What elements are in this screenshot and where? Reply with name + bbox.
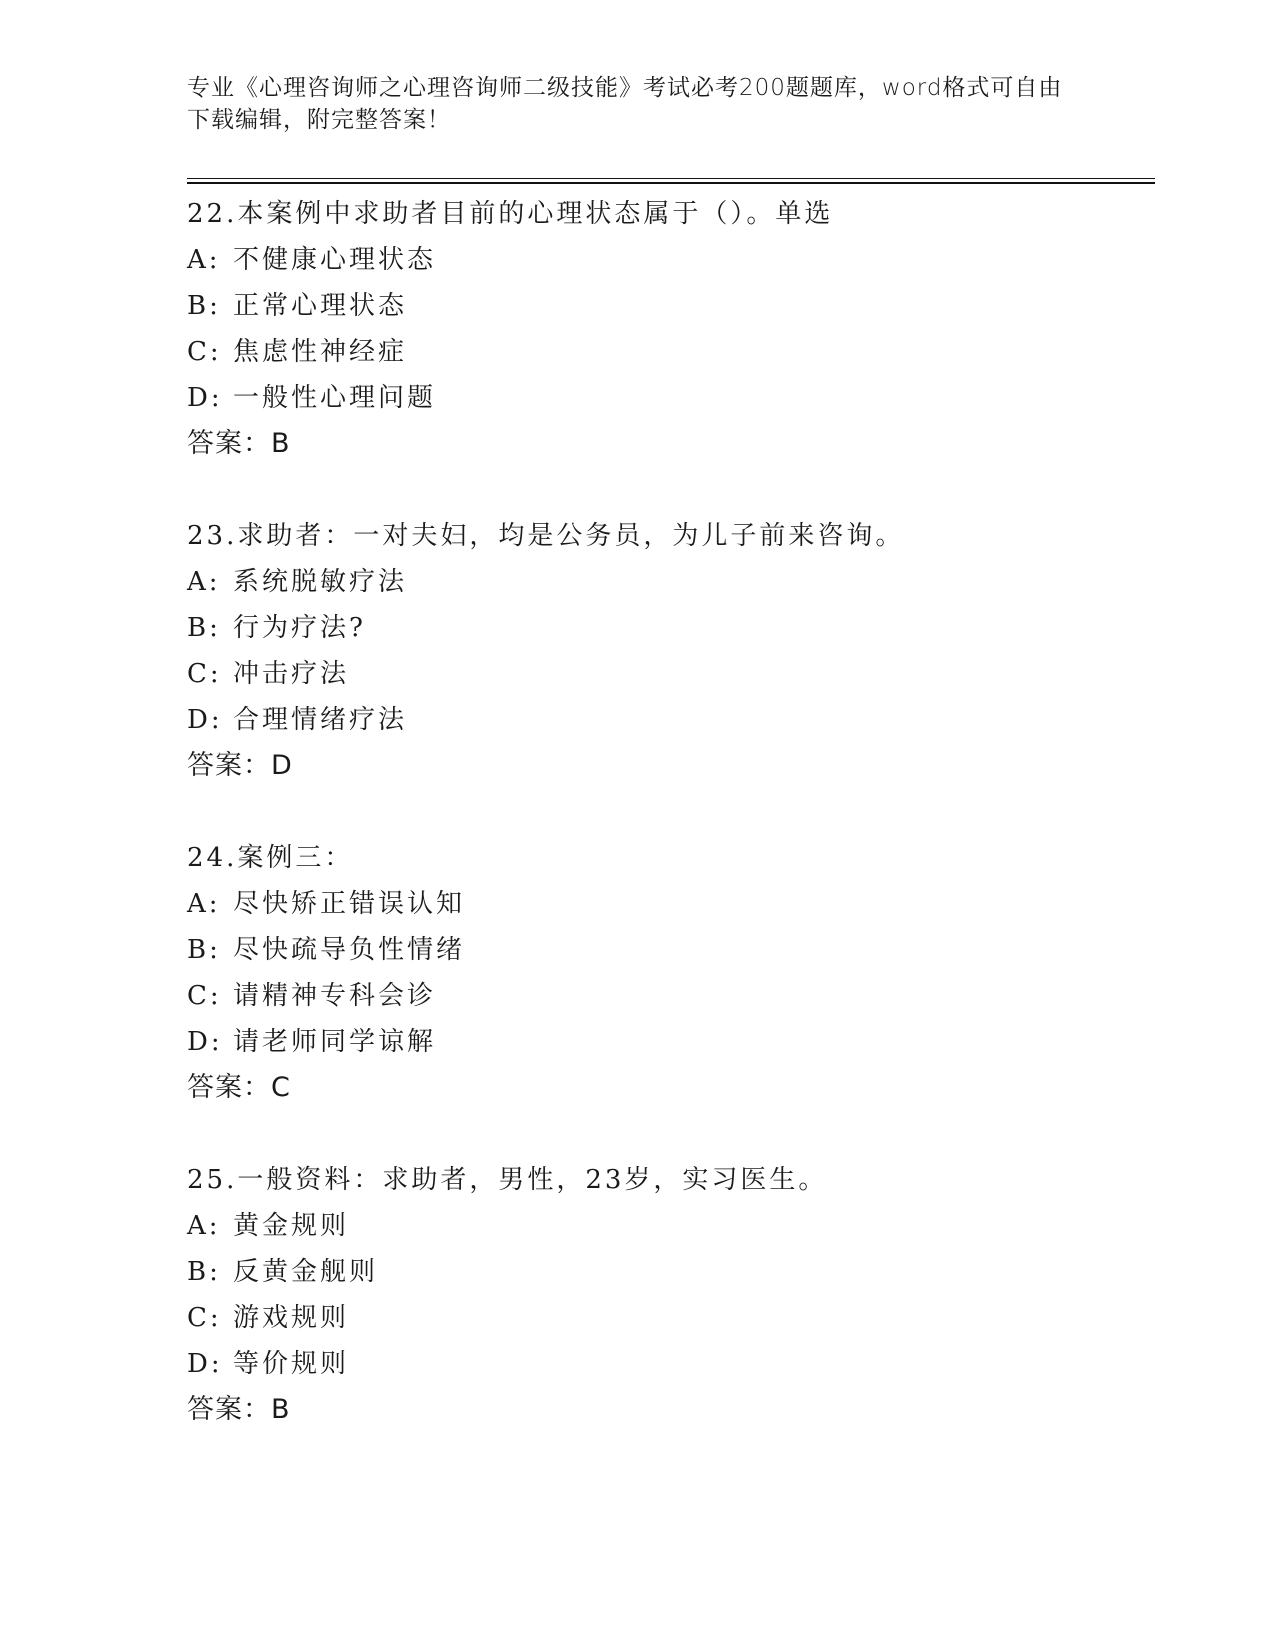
answer-label: 答案： — [187, 1072, 271, 1103]
option-letter: D: — [187, 383, 223, 413]
option-d — [187, 375, 1155, 421]
option-letter: B: — [187, 613, 221, 643]
answer-value: D — [271, 750, 293, 781]
option-text: 行为疗法? — [233, 613, 366, 643]
option-text: 等价规则 — [233, 1349, 350, 1379]
option-text: 黄金规则 — [233, 1211, 350, 1241]
option-letter: D: — [187, 1349, 223, 1379]
option-a — [187, 237, 1155, 283]
option-text: 系统脱敏疗法 — [233, 567, 408, 597]
question-24 — [187, 835, 1155, 1111]
answer-label: 答案： — [187, 750, 271, 781]
option-text: 焦虑性神经症 — [233, 337, 408, 367]
option-a — [187, 1203, 1155, 1249]
option-a — [187, 881, 1155, 927]
answer-value: B — [271, 1394, 291, 1425]
option-c — [187, 329, 1155, 375]
option-text: 反黄金舰则 — [233, 1257, 379, 1287]
option-text: 尽快疏导负性情绪 — [233, 935, 466, 965]
question-23 — [187, 513, 1155, 789]
option-b — [187, 283, 1155, 329]
option-b — [187, 1249, 1155, 1295]
option-b — [187, 605, 1155, 651]
option-letter: C: — [187, 659, 222, 689]
answer-line — [187, 1065, 1155, 1111]
answer-label: 答案： — [187, 1394, 271, 1425]
option-letter: C: — [187, 337, 222, 367]
option-letter: A: — [187, 245, 221, 275]
option-a — [187, 559, 1155, 605]
option-text: 合理情绪疗法 — [233, 705, 408, 735]
option-c — [187, 1295, 1155, 1341]
option-text: 请老师同学谅解 — [233, 1027, 437, 1057]
option-text: 请精神专科会诊 — [233, 981, 437, 1011]
answer-value: C — [271, 1072, 291, 1103]
option-letter: C: — [187, 981, 222, 1011]
answer-label: 答案： — [187, 428, 271, 459]
question-stem: 24.案例三： — [187, 843, 354, 873]
answer-line — [187, 1387, 1155, 1433]
option-d — [187, 1019, 1155, 1065]
option-letter: B: — [187, 935, 221, 965]
answer-value: B — [271, 428, 291, 459]
option-letter: C: — [187, 1303, 222, 1333]
header-divider-thick — [187, 182, 1155, 184]
option-d — [187, 1341, 1155, 1387]
option-letter: D: — [187, 1027, 223, 1057]
document-header: 专业《心理咨询师之心理咨询师二级技能》考试必考200题题库，word格式可自由下载编辑，附完整答案！ — [187, 75, 1063, 133]
option-letter: D: — [187, 705, 223, 735]
question-stem: 23.求助者：一对夫妇，均是公务员，为儿子前来咨询。 — [187, 521, 905, 551]
question-25 — [187, 1157, 1155, 1433]
option-text: 游戏规则 — [233, 1303, 350, 1333]
option-c — [187, 973, 1155, 1019]
header-divider-thin — [187, 178, 1155, 179]
option-letter: B: — [187, 291, 221, 321]
option-text: 正常心理状态 — [233, 291, 408, 321]
option-text: 一般性心理问题 — [233, 383, 437, 413]
option-letter: A: — [187, 567, 221, 597]
question-stem: 22.本案例中求助者目前的心理状态属于（）。单选 — [187, 199, 834, 229]
option-text: 尽快矫正错误认知 — [233, 889, 466, 919]
option-letter: A: — [187, 1211, 221, 1241]
answer-line — [187, 421, 1155, 467]
question-22 — [187, 191, 1155, 467]
option-text: 不健康心理状态 — [233, 245, 437, 275]
option-c — [187, 651, 1155, 697]
option-d — [187, 697, 1155, 743]
option-letter: B: — [187, 1257, 221, 1287]
option-b — [187, 927, 1155, 973]
option-text: 冲击疗法 — [233, 659, 350, 689]
answer-line — [187, 743, 1155, 789]
question-stem: 25.一般资料：求助者，男性，23岁，实习医生。 — [187, 1165, 828, 1195]
question-list — [187, 191, 1155, 1479]
option-letter: A: — [187, 889, 221, 919]
